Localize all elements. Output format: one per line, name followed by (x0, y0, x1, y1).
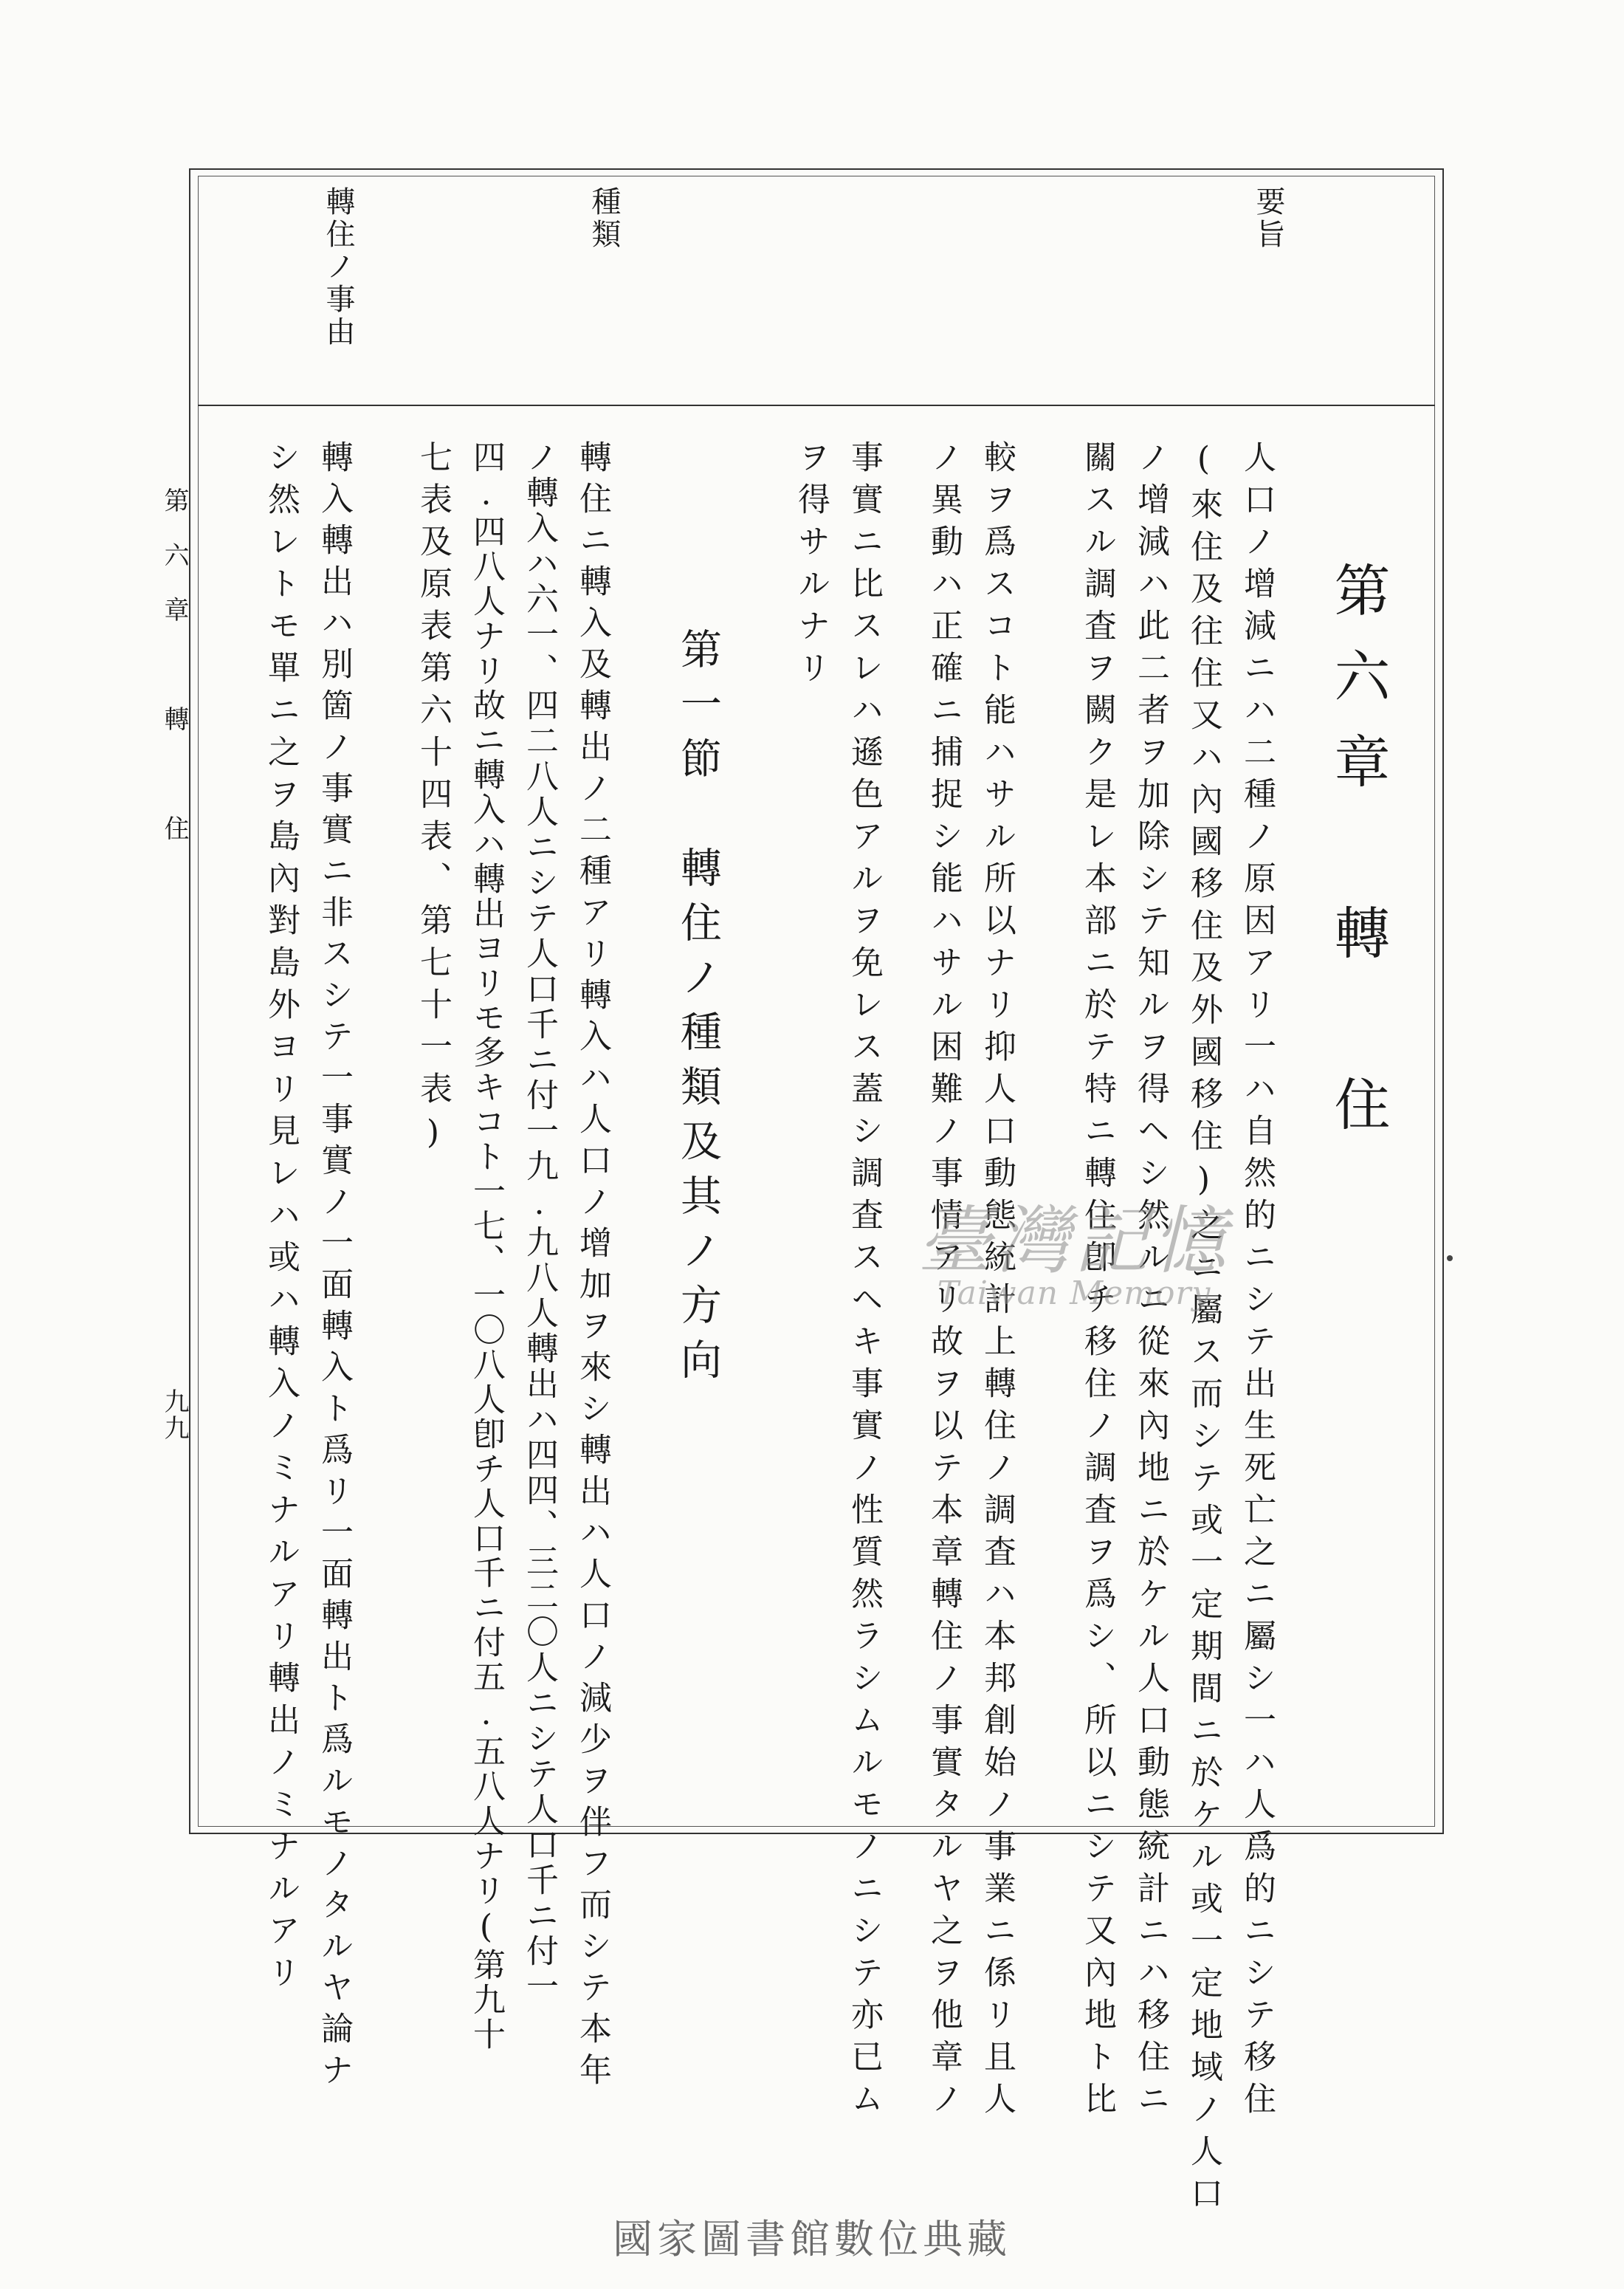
chapter-title: 第六章 轉 住 (1325, 561, 1391, 1161)
text-column-10: ノ轉入ハ六一、四二八人ニシテ人口千ニ付一九.九八人轉出ハ四四、三二〇人ニシテ人口千ニ付一 (520, 440, 558, 2005)
taiwan-memory-watermark (838, 1181, 1310, 1312)
margin-note-reasons: 轉住ノ事由 (321, 186, 355, 349)
library-footer: 國家圖書館數位典藏 (613, 2216, 1011, 2262)
margin-note-types: 種類 (587, 186, 621, 251)
text-column-5: 較ヲ爲スコト能ハサル所以ナリ抑人口動態統計上轉住ノ調査ハ本邦創始ノ事業ニ係リ且人 (978, 440, 1016, 2124)
watermark-english-text: Taiwan Memory (937, 1274, 1211, 1312)
text-column-12: 七表及原表第六十四表、第七十一表) (414, 440, 452, 1161)
scan-speck (1447, 1255, 1453, 1261)
text-column-7: 事實ニ比スレハ遜色アルヲ免レス蓋シ調査スヘキ事實ノ性質然ラシムルモノニシテ亦已ム (845, 440, 883, 2124)
text-column-14: シ然レトモ單ニ之ヲ島內對島外ヨリ見レハ或ハ轉入ノミナルアリ轉出ノミナルアリ (262, 440, 300, 1997)
text-column-13: 轉入轉出ハ別箇ノ事實ニ非スシテ一事實ノ一面轉入ト爲リ一面轉出ト爲ルモノタルヤ論ナ (315, 440, 353, 2094)
text-column-3: ノ增減ハ此二者ヲ加除シテ知ルヲ得ヘシ然ルニ從來內地ニ於ケル人口動態統計ニハ移住ニ (1132, 440, 1169, 2124)
text-column-8: ヲ得サルナリ (792, 440, 830, 693)
text-column-11: 四.四八人ナリ故ニ轉入ハ轉出ヨリモ多キコト一七、一〇八人卽チ人口千ニ付五.五八人ナリ(第九十 (467, 440, 505, 2052)
text-column-2: (來住及往住又ハ內國移住及外國移住)之ニ屬ス而シテ或一定期間ニ於ケル或一定地域ノ人口 (1185, 440, 1222, 2218)
text-column-4: 關スル調査ヲ闕ク是レ本部ニ於テ特ニ轉住卽チ移住ノ調査ヲ爲シ、所以ニシテ又內地ト比 (1078, 440, 1116, 2124)
text-column-9: 轉住ニ轉入及轉出ノ二種アリ轉入ハ人口ノ增加ヲ來シ轉出ハ人口ノ減少ヲ伴フ而シテ本年 (574, 440, 611, 2094)
watermark-chinese-text: 臺灣記憶 (918, 1198, 1231, 1284)
section-title: 第一節 轉住ノ種類及其ノ方向 (674, 628, 722, 1393)
text-column-6: ノ異動ハ正確ニ捕捉シ能ハサル困難ノ事情アリ故ヲ以テ本章轉住ノ事實タルヤ之ヲ他章ノ (925, 440, 963, 2124)
running-head: 第六章 轉 住 (159, 487, 189, 870)
margin-note-summary: 要旨 (1251, 186, 1285, 251)
text-column-1: 人口ノ增減ニハ二種ノ原因アリ一ハ自然的ニシテ出生死亡之ニ屬シ一ハ人爲的ニシテ移住 (1238, 440, 1276, 2124)
margin-note-divider (198, 405, 1435, 406)
page-number: 九九 (159, 1388, 189, 1441)
